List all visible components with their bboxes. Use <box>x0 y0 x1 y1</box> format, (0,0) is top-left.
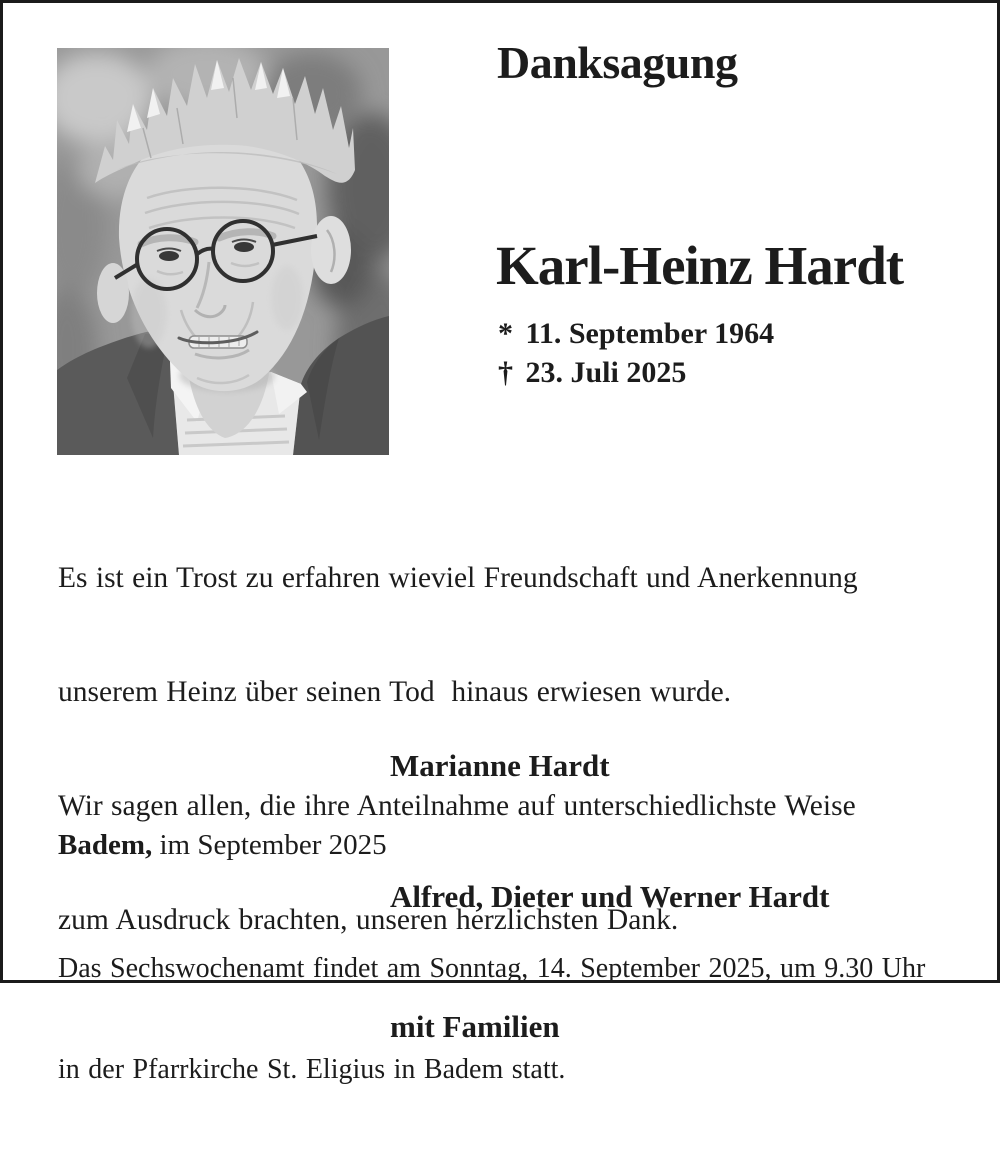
place-date-line <box>58 829 387 862</box>
death-date: 23. Juli 2025 <box>525 356 687 389</box>
family-line-2: Alfred, Dieter und Werner Hardt <box>390 878 830 914</box>
birth-symbol: * <box>498 317 513 350</box>
service-line-2: in der Pfarrkirche St. Eligius in Badem statt. <box>58 1053 566 1085</box>
birth-date-line <box>498 314 774 353</box>
condolence-line-1: Es ist ein Trost zu erfahren wieviel Freundschaft und Anerkennung <box>58 562 858 594</box>
right-ear <box>311 216 351 284</box>
notice-title: Danksagung <box>497 37 738 88</box>
deceased-name: Karl-Heinz Hardt <box>496 235 904 296</box>
condolence-line-4: zum Ausdruck brachten, unseren herzlichsten Dank. <box>58 904 679 936</box>
death-symbol: † <box>498 356 513 389</box>
place-date: im September 2025 <box>152 829 387 861</box>
birth-date: 11. September 1964 <box>525 317 775 350</box>
service-line-1: Das Sechswochenamt findet am Sonntag, 14. September 2025, um 9.30 Uhr <box>58 953 926 984</box>
service-announcement <box>58 885 925 1153</box>
life-dates <box>498 314 774 392</box>
family-line-1: Marianne Hardt <box>390 748 610 783</box>
place-name: Badem, <box>58 829 153 861</box>
portrait-photo <box>57 48 389 455</box>
condolence-line-3: Wir sagen allen, die ihre Anteilnahme auf unterschiedlichste Weise <box>58 790 856 822</box>
condolence-line-2: unserem Heinz über seinen Tod hinaus erwiesen wurde. <box>58 676 732 708</box>
family-line-3: mit Familien <box>390 1009 560 1044</box>
death-date-line <box>498 353 774 392</box>
